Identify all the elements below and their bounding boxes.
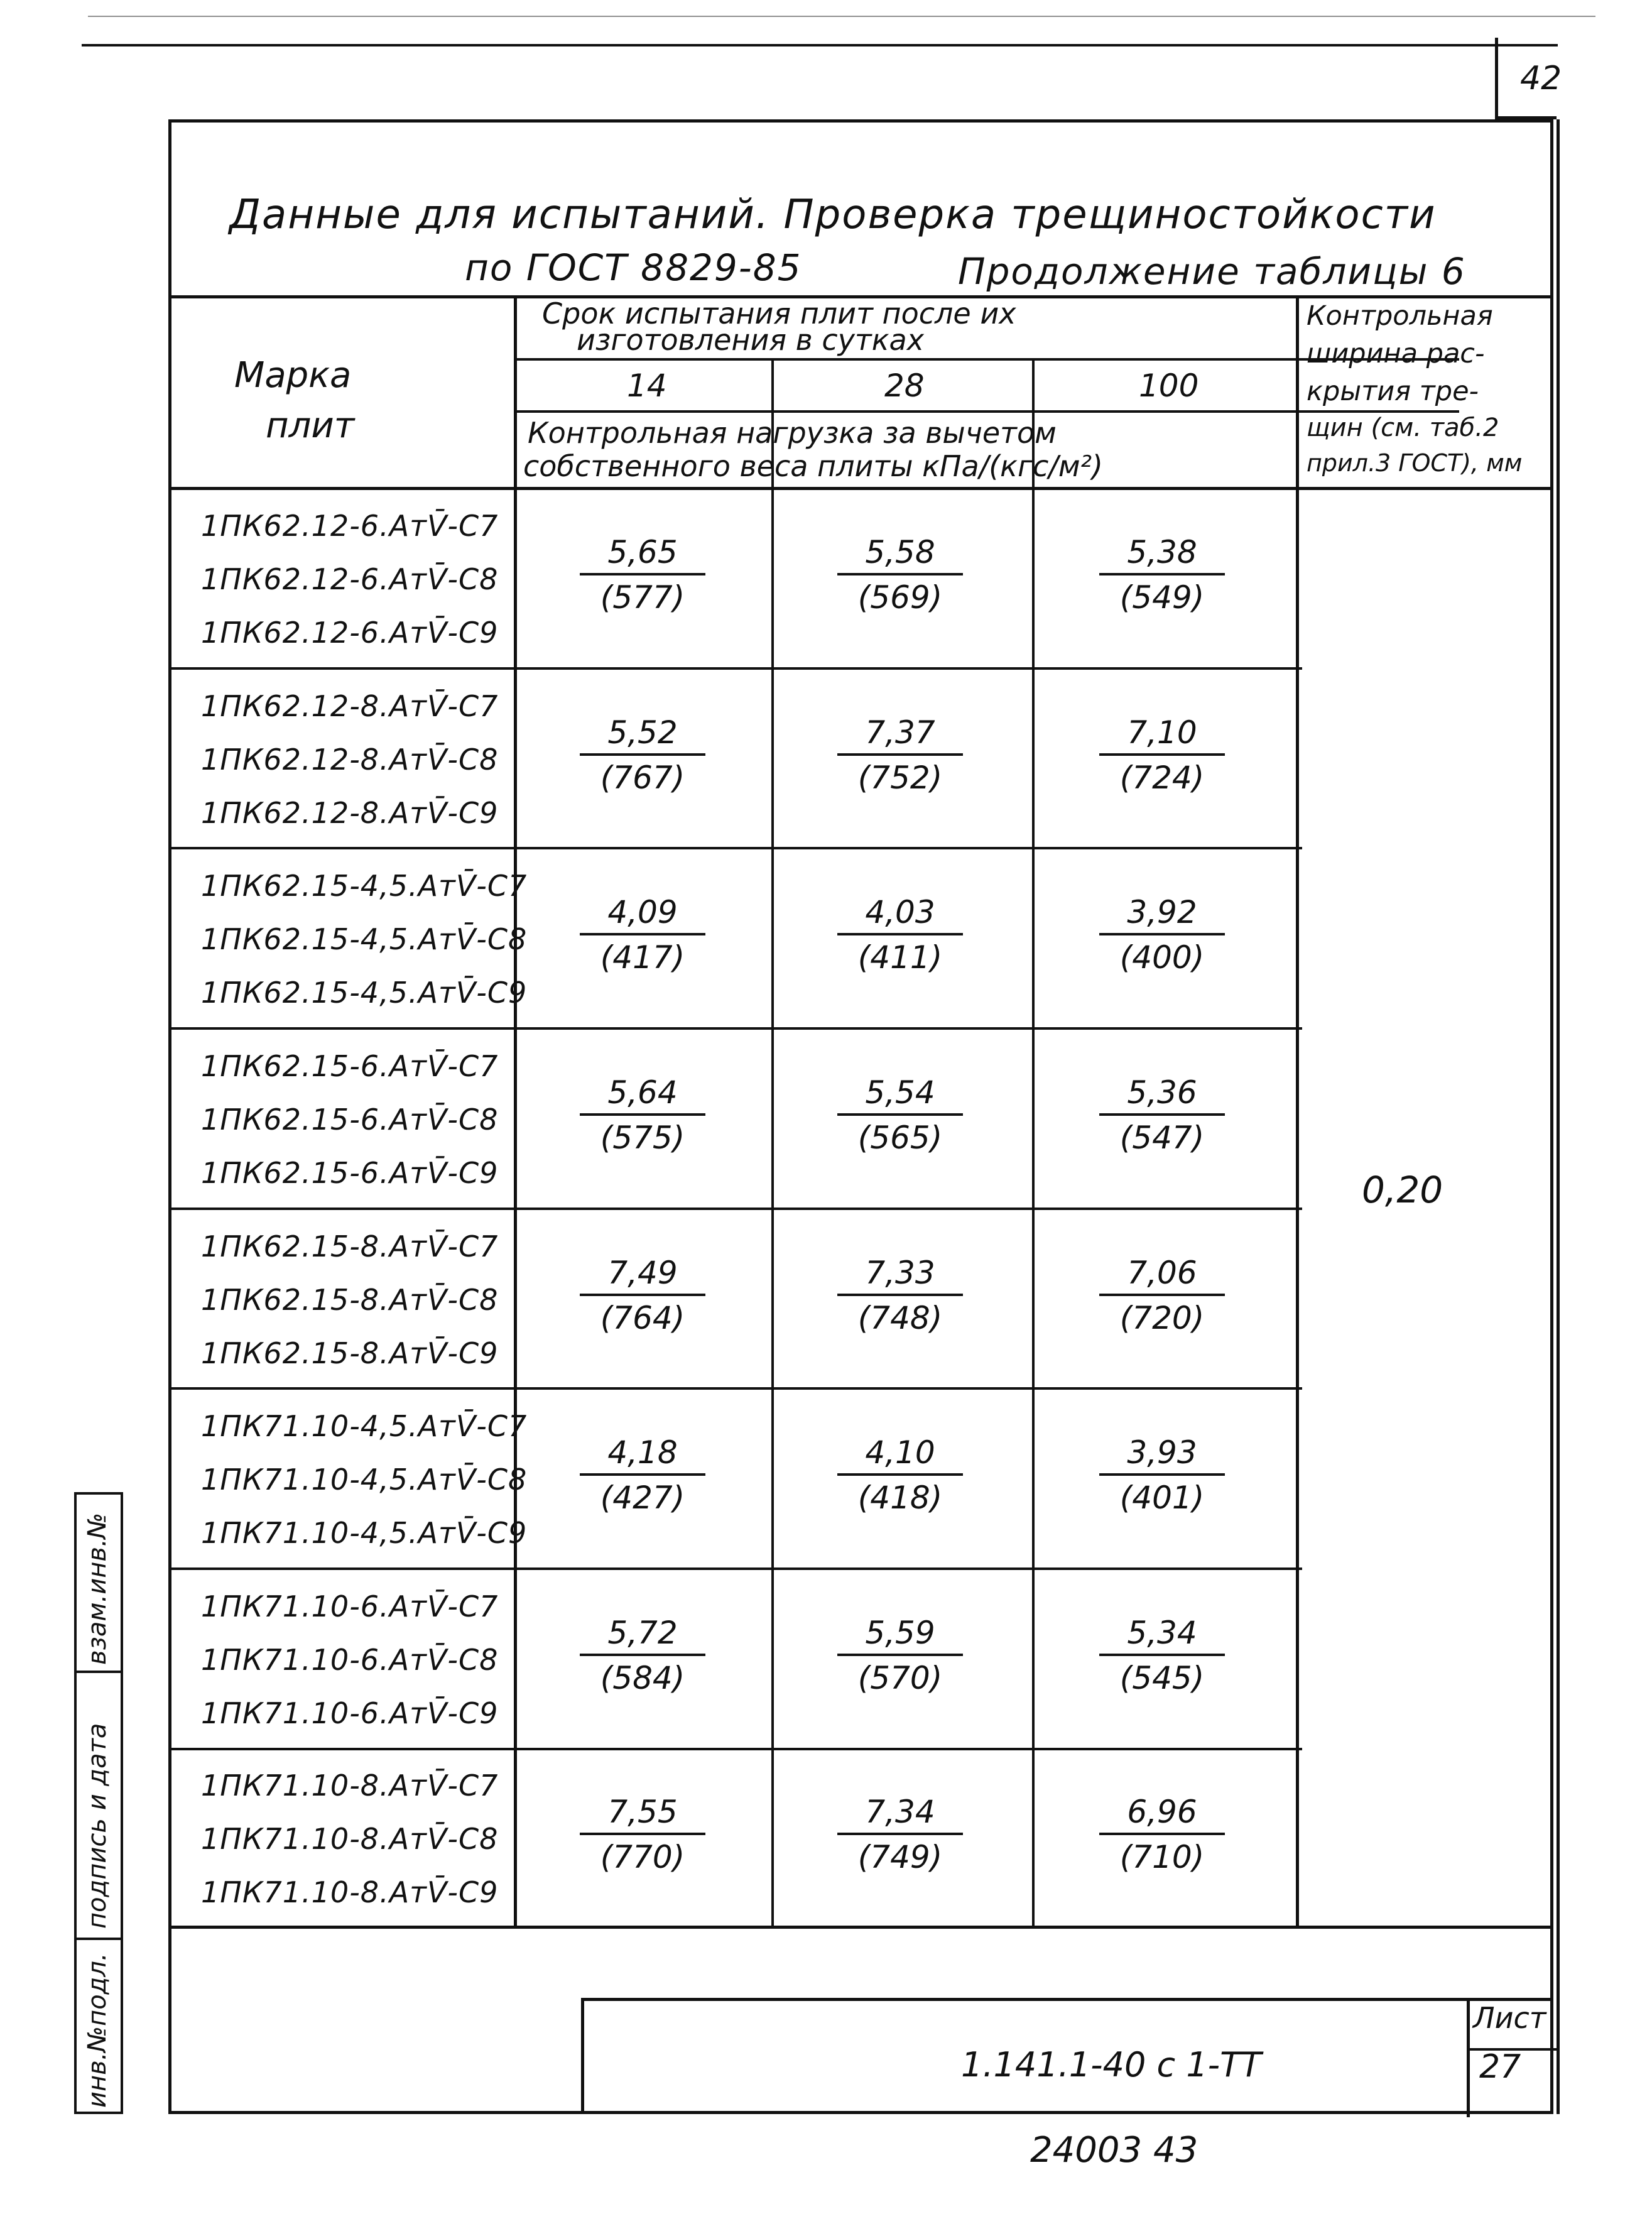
load-value-14: 5,72 (584) xyxy=(548,1615,737,1696)
load-value-14: 7,49 (764) xyxy=(548,1255,737,1336)
header-bottom-border xyxy=(168,487,1553,490)
load-value-100: 7,10 (724) xyxy=(1068,714,1256,796)
crack-width-value: 0,20 xyxy=(1362,1169,1443,1211)
header-mark-line2: плит xyxy=(266,405,355,446)
load-value-14: 5,65 (577) xyxy=(548,534,737,616)
header-day-100: 100 xyxy=(1139,368,1199,404)
archive-numbers: 24003 43 xyxy=(1030,2130,1198,2171)
load-value-14: 7,55 (770) xyxy=(548,1794,737,1875)
group-rule-4 xyxy=(168,1208,1302,1210)
load-value-28: 5,54 (565) xyxy=(806,1074,994,1156)
slab-mark: 1ПК71.10-8.АтV̄-С8 xyxy=(201,1822,499,1856)
page-subtitle-standard: по ГОСТ 8829-85 xyxy=(465,246,802,289)
slab-mark: 1ПК62.15-8.АтV̄-С8 xyxy=(201,1283,499,1317)
slab-mark: 1ПК62.12-6.АтV̄-С9 xyxy=(201,616,499,650)
load-value-14: 4,18 (427) xyxy=(548,1434,737,1516)
slab-mark: 1ПК71.10-8.АтV̄-С9 xyxy=(201,1875,499,1909)
header-day-28: 28 xyxy=(884,368,925,404)
col-rule-14 xyxy=(771,358,774,1927)
header-width-line4: щин (см. таб.2 xyxy=(1307,413,1499,442)
slab-mark: 1ПК62.12-6.АтV̄-С8 xyxy=(201,562,499,596)
stamp-divider-2 xyxy=(77,1938,121,1940)
header-load-line1: Контрольная нагрузка за вычетом xyxy=(528,416,1057,450)
load-value-100: 7,06 (720) xyxy=(1068,1255,1256,1336)
slab-mark: 1ПК71.10-8.АтV̄-С7 xyxy=(201,1769,499,1802)
slab-mark: 1ПК62.12-8.АтV̄-С8 xyxy=(201,743,499,777)
col-rule-100 xyxy=(1296,295,1299,1927)
header-day-14: 14 xyxy=(627,368,667,404)
col-rule-28 xyxy=(1032,358,1035,1927)
top-rule xyxy=(82,44,1558,46)
scan-artifact-line xyxy=(88,16,1595,17)
header-term-line1: Срок испытания плит после их xyxy=(542,297,1016,330)
group-rule-2 xyxy=(168,847,1302,849)
load-value-28: 7,34 (749) xyxy=(806,1794,994,1875)
header-rule-load xyxy=(514,410,1459,413)
slab-mark: 1ПК62.15-4,5.АтV̄-С9 xyxy=(201,976,528,1010)
header-width-line5: прил.3 ГОСТ), мм xyxy=(1307,449,1523,477)
group-rule-7 xyxy=(168,1748,1302,1750)
slab-mark: 1ПК71.10-4,5.АтV̄-С8 xyxy=(201,1463,528,1497)
load-value-14: 5,52 (767) xyxy=(548,714,737,796)
group-rule-3 xyxy=(168,1027,1302,1030)
group-rule-1 xyxy=(168,667,1302,670)
page-title: Данные для испытаний. Проверка трещиностойкости xyxy=(229,192,1437,238)
page-frame-right-edge xyxy=(1557,119,1560,2114)
load-value-100: 6,96 (710) xyxy=(1068,1794,1256,1875)
slab-mark: 1ПК62.12-6.АтV̄-С7 xyxy=(201,509,499,543)
load-value-28: 5,58 (569) xyxy=(806,534,994,616)
slab-mark: 1ПК71.10-4,5.АтV̄-С9 xyxy=(201,1516,528,1550)
load-value-100: 3,93 (401) xyxy=(1068,1434,1256,1516)
table-continuation-label: Продолжение таблицы 6 xyxy=(958,250,1466,293)
page-number: 42 xyxy=(1520,60,1562,97)
slab-mark: 1ПК62.15-6.АтV̄-С7 xyxy=(201,1049,499,1083)
load-value-28: 7,33 (748) xyxy=(806,1255,994,1336)
load-value-14: 5,64 (575) xyxy=(548,1074,737,1156)
slab-mark: 1ПК62.12-8.АтV̄-С7 xyxy=(201,689,499,723)
load-value-28: 4,03 (411) xyxy=(806,894,994,976)
slab-mark: 1ПК71.10-6.АтV̄-С8 xyxy=(201,1643,499,1677)
load-value-28: 5,59 (570) xyxy=(806,1615,994,1696)
load-value-28: 7,37 (752) xyxy=(806,714,994,796)
test-data-table xyxy=(168,295,1553,1926)
col-rule-mark xyxy=(514,295,517,1927)
slab-mark: 1ПК62.15-4,5.АтV̄-С7 xyxy=(201,869,528,903)
load-value-14: 4,09 (417) xyxy=(548,894,737,976)
stamp-inv-podl: инв.№подл. xyxy=(83,1953,112,2108)
stamp-divider-1 xyxy=(77,1671,121,1673)
slab-mark: 1ПК62.15-6.АтV̄-С8 xyxy=(201,1103,499,1137)
header-width-line2: ширина рас- xyxy=(1307,338,1485,369)
slab-mark: 1ПК71.10-6.АтV̄-С9 xyxy=(201,1696,499,1730)
load-value-100: 5,38 (549) xyxy=(1068,534,1256,616)
table-bottom-border xyxy=(168,1926,1553,1929)
slab-mark: 1ПК62.15-6.АтV̄-С9 xyxy=(201,1156,499,1190)
sheet-label: Лист xyxy=(1473,2001,1546,2035)
slab-mark: 1ПК62.12-8.АтV̄-С9 xyxy=(201,796,499,830)
load-value-28: 4,10 (418) xyxy=(806,1434,994,1516)
slab-mark: 1ПК71.10-4,5.АтV̄-С7 xyxy=(201,1409,528,1443)
stamp-vzam-inv: взам.инв.№ xyxy=(83,1512,112,1665)
slab-mark: 1ПК71.10-6.АтV̄-С7 xyxy=(201,1589,499,1623)
group-rule-6 xyxy=(168,1567,1302,1570)
header-term-line2: изготовления в сутках xyxy=(577,323,924,357)
load-value-100: 5,36 (547) xyxy=(1068,1074,1256,1156)
slab-mark: 1ПК62.15-8.АтV̄-С9 xyxy=(201,1336,499,1370)
sheet-number: 27 xyxy=(1479,2048,1521,2086)
group-rule-5 xyxy=(168,1387,1302,1390)
header-load-line2: собственного веса плиты кПа/(кгс/м²) xyxy=(523,449,1103,483)
document-code: 1.141.1-40 с 1-ТТ xyxy=(961,2045,1262,2085)
title-block-divider-v xyxy=(1467,2001,1470,2117)
header-width-line3: крытия тре- xyxy=(1307,376,1479,407)
header-width-line1: Контрольная xyxy=(1307,300,1493,332)
stamp-podpis-data: подпись и дата xyxy=(83,1723,112,1929)
slab-mark: 1ПК62.15-8.АтV̄-С7 xyxy=(201,1229,499,1263)
load-value-100: 5,34 (545) xyxy=(1068,1615,1256,1696)
header-mark-line1: Марка xyxy=(234,355,352,396)
load-value-100: 3,92 (400) xyxy=(1068,894,1256,976)
slab-mark: 1ПК62.15-4,5.АтV̄-С8 xyxy=(201,922,528,956)
